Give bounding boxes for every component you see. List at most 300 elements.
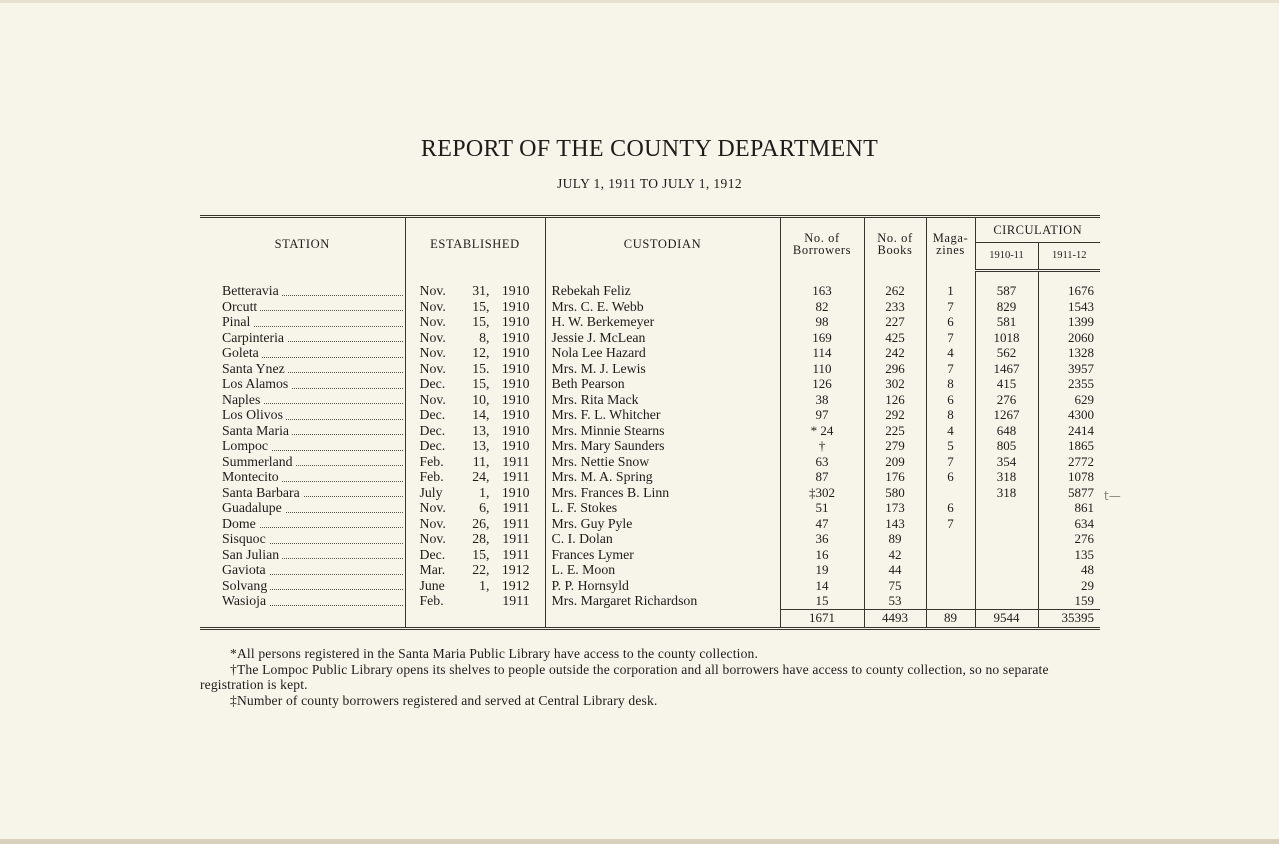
established-month: Nov. [419, 298, 446, 314]
table-row [200, 547, 1100, 563]
established-year: 1912 [501, 562, 530, 577]
pencil-mark: t— [1104, 489, 1121, 503]
established-year: 1911 [502, 546, 530, 562]
magazines-cell: 7 [926, 454, 975, 470]
established-year: 1910 [501, 438, 530, 453]
page-edge-bottom [0, 839, 1279, 844]
established-cell [405, 593, 545, 609]
established-month: Nov. [419, 391, 446, 407]
circulation-1911-12-cell: 1676 [1038, 283, 1100, 299]
established-month: Nov. [419, 500, 446, 515]
borrowers-cell: * 24 [780, 423, 864, 439]
established-year: 1911 [502, 515, 530, 531]
established-year: 1911 [502, 500, 530, 515]
established-month: Nov. [419, 314, 446, 329]
circulation-1910-11-cell: 318 [975, 485, 1038, 501]
magazines-cell [926, 547, 975, 563]
established-year: 1910 [501, 360, 530, 376]
books-cell: 262 [864, 283, 926, 299]
custodian-cell: C. I. Dolan [545, 531, 780, 547]
established-cell [405, 469, 545, 485]
circulation-1910-11-cell: 1018 [975, 330, 1038, 346]
station-name: Los Alamos [222, 376, 291, 391]
table-row [200, 485, 1100, 501]
header-established: ESTABLISHED [405, 217, 545, 271]
circulation-1911-12-cell: 1399 [1038, 314, 1100, 330]
station-cell [200, 423, 405, 439]
circulation-1910-11-cell: 415 [975, 376, 1038, 392]
station-name: Santa Barbara [222, 485, 303, 500]
circulation-1911-12-cell: 3957 [1038, 361, 1100, 377]
circulation-1910-11-cell: 581 [975, 314, 1038, 330]
circulation-1911-12-cell: 276 [1038, 531, 1100, 547]
borrowers-cell: 126 [780, 376, 864, 392]
established-month: July [419, 484, 443, 500]
circulation-1910-11-cell [975, 562, 1038, 578]
magazines-cell [926, 593, 975, 609]
books-cell: 279 [864, 438, 926, 454]
custodian-cell: Mrs. M. J. Lewis [545, 361, 780, 377]
header-circ-1910-11: 1910-11 [975, 243, 1038, 271]
custodian-cell: L. E. Moon [545, 562, 780, 578]
station-name: Sisquoc [222, 531, 269, 546]
header-circ-1911-12: 1911-12 [1038, 243, 1100, 271]
footnotes [200, 646, 1105, 708]
established-cell [405, 438, 545, 454]
circulation-1911-12-cell: 4300 [1038, 407, 1100, 423]
custodian-cell: Frances Lymer [545, 547, 780, 563]
table-row [200, 376, 1100, 392]
established-cell [405, 314, 545, 330]
station-cell [200, 547, 405, 563]
established-cell [405, 392, 545, 408]
established-month: Feb. [419, 453, 444, 469]
circulation-1911-12-cell: 2414 [1038, 423, 1100, 439]
station-cell [200, 407, 405, 423]
circulation-1910-11-cell [975, 578, 1038, 594]
station-name: Goleta [222, 345, 262, 360]
established-month: Nov. [419, 515, 446, 531]
established-month: Nov. [419, 360, 446, 376]
custodian-cell: Beth Pearson [545, 376, 780, 392]
borrowers-cell: 97 [780, 407, 864, 423]
circulation-1910-11-cell: 648 [975, 423, 1038, 439]
established-cell [405, 562, 545, 578]
station-name: San Julian [222, 547, 282, 562]
custodian-cell: Mrs. Mary Saunders [545, 438, 780, 454]
custodian-cell: P. P. Hornsyld [545, 578, 780, 594]
header-custodian: CUSTODIAN [545, 217, 780, 271]
established-month: Dec. [419, 376, 446, 391]
established-day: 12, [472, 345, 490, 360]
custodian-cell: Mrs. Margaret Richardson [545, 593, 780, 609]
established-day: 1, [479, 484, 490, 500]
circulation-1911-12-cell: 48 [1038, 562, 1100, 578]
established-cell [405, 407, 545, 423]
established-month: Dec. [419, 407, 446, 422]
magazines-cell: 7 [926, 330, 975, 346]
station-name: Santa Ynez [222, 361, 288, 376]
table-row [200, 593, 1100, 609]
established-month: Nov. [419, 345, 446, 360]
magazines-cell [926, 531, 975, 547]
page-subtitle: JULY 1, 1911 TO JULY 1, 1912 [557, 176, 742, 191]
established-day: 15, [472, 546, 490, 562]
table-row [200, 562, 1100, 578]
table-totals [200, 609, 1100, 628]
magazines-cell: 7 [926, 516, 975, 532]
circulation-1911-12-cell: 2060 [1038, 330, 1100, 346]
borrowers-cell: 110 [780, 361, 864, 377]
station-name: Betteravia [222, 283, 282, 298]
table-row [200, 345, 1100, 361]
magazines-cell: 7 [926, 299, 975, 315]
header-magazines: Maga- zines [926, 217, 975, 271]
borrowers-cell: 19 [780, 562, 864, 578]
established-day: 13, [472, 438, 490, 453]
custodian-cell: Mrs. M. A. Spring [545, 469, 780, 485]
books-cell: 209 [864, 454, 926, 470]
borrowers-cell: 98 [780, 314, 864, 330]
total-circ-1911-12: 35395 [1038, 609, 1100, 628]
circulation-1910-11-cell [975, 500, 1038, 516]
circulation-1911-12-cell: 1328 [1038, 345, 1100, 361]
established-day: 10, [472, 391, 490, 407]
established-month: Dec. [419, 546, 446, 562]
circulation-1911-12-cell: 861 [1038, 500, 1100, 516]
established-year: 1910 [501, 484, 530, 500]
established-year: 1910 [501, 329, 530, 345]
magazines-cell [926, 578, 975, 594]
station-name: Montecito [222, 469, 282, 484]
custodian-cell: H. W. Berkemeyer [545, 314, 780, 330]
station-cell [200, 469, 405, 485]
established-day: 6, [479, 500, 490, 515]
magazines-cell [926, 485, 975, 501]
total-magazines: 89 [926, 609, 975, 628]
station-cell [200, 516, 405, 532]
station-name: Wasioja [222, 593, 269, 608]
table-row [200, 578, 1100, 594]
report-table-container [200, 215, 1100, 630]
station-cell [200, 283, 405, 299]
circulation-1910-11-cell: 1467 [975, 361, 1038, 377]
books-cell: 126 [864, 392, 926, 408]
established-month: Nov. [419, 283, 446, 298]
established-month: Nov. [419, 531, 446, 546]
borrowers-cell: 63 [780, 454, 864, 470]
header-circulation: CIRCULATION [975, 217, 1100, 243]
circulation-1910-11-cell [975, 593, 1038, 609]
station-name: Gaviota [222, 562, 269, 577]
established-month: Dec. [419, 422, 446, 438]
established-year: 1910 [501, 376, 530, 391]
table-row [200, 423, 1100, 439]
table-row [200, 454, 1100, 470]
custodian-cell: Mrs. Frances B. Linn [545, 485, 780, 501]
total-circ-1910-11: 9544 [975, 609, 1038, 628]
custodian-cell: Rebekah Feliz [545, 283, 780, 299]
circulation-1910-11-cell [975, 547, 1038, 563]
borrowers-cell: 87 [780, 469, 864, 485]
station-cell [200, 392, 405, 408]
header-borrowers: No. of Borrowers [780, 217, 864, 271]
established-day: 15, [472, 298, 490, 314]
established-cell [405, 283, 545, 299]
circulation-1911-12-cell: 1543 [1038, 299, 1100, 315]
station-cell [200, 299, 405, 315]
established-cell [405, 531, 545, 547]
established-month: Nov. [419, 329, 446, 345]
custodian-cell: Mrs. Nettie Snow [545, 454, 780, 470]
established-day: 13, [472, 422, 490, 438]
circulation-1910-11-cell: 318 [975, 469, 1038, 485]
established-day: 24, [472, 469, 490, 484]
established-month: Feb. [419, 469, 444, 484]
established-day: 11, [472, 453, 490, 469]
borrowers-cell: 36 [780, 531, 864, 547]
established-month: June [419, 577, 445, 593]
books-cell: 425 [864, 330, 926, 346]
total-borrowers: 1671 [780, 609, 864, 628]
station-name: Summerland [222, 454, 296, 469]
table-row [200, 516, 1100, 532]
books-cell: 143 [864, 516, 926, 532]
magazines-cell: 6 [926, 469, 975, 485]
borrowers-cell: † [780, 438, 864, 454]
station-name: Carpinteria [222, 330, 287, 345]
established-day: 15. [472, 360, 490, 376]
table-row [200, 283, 1100, 299]
books-cell: 53 [864, 593, 926, 609]
books-cell: 42 [864, 547, 926, 563]
established-cell [405, 454, 545, 470]
borrowers-cell: 15 [780, 593, 864, 609]
borrowers-cell: 114 [780, 345, 864, 361]
station-name: Orcutt [222, 299, 260, 314]
station-cell [200, 454, 405, 470]
custodian-cell: Mrs. F. L. Whitcher [545, 407, 780, 423]
magazines-cell: 6 [926, 392, 975, 408]
station-cell [200, 500, 405, 516]
circulation-1911-12-cell: 135 [1038, 547, 1100, 563]
established-year: 1910 [501, 298, 530, 314]
established-year: 1910 [501, 422, 530, 438]
station-cell [200, 562, 405, 578]
station-name: Dome [222, 516, 259, 531]
station-name: Los Olivos [222, 407, 286, 422]
circulation-1910-11-cell [975, 531, 1038, 547]
circulation-1910-11-cell: 805 [975, 438, 1038, 454]
established-day: 8, [479, 329, 490, 345]
established-cell [405, 500, 545, 516]
borrowers-cell: 38 [780, 392, 864, 408]
circulation-1910-11-cell [975, 516, 1038, 532]
magazines-cell: 7 [926, 361, 975, 377]
established-day: 28, [472, 531, 490, 546]
circulation-1911-12-cell: 2772 [1038, 454, 1100, 470]
established-cell [405, 516, 545, 532]
station-cell [200, 438, 405, 454]
total-books: 4493 [864, 609, 926, 628]
table-row [200, 500, 1100, 516]
books-cell: 302 [864, 376, 926, 392]
borrowers-cell: 51 [780, 500, 864, 516]
station-cell [200, 330, 405, 346]
circulation-1911-12-cell: 1865 [1038, 438, 1100, 454]
established-year: 1912 [501, 577, 530, 593]
established-year: 1911 [502, 531, 530, 546]
established-year: 1911 [502, 469, 530, 484]
table-row [200, 314, 1100, 330]
report-table [200, 215, 1100, 630]
circulation-1910-11-cell: 562 [975, 345, 1038, 361]
established-year: 1910 [501, 283, 530, 298]
established-cell [405, 376, 545, 392]
books-cell: 89 [864, 531, 926, 547]
table-header [200, 217, 1100, 271]
books-cell: 227 [864, 314, 926, 330]
established-day: 1, [479, 577, 490, 593]
magazines-cell: 1 [926, 283, 975, 299]
station-name: Santa Maria [222, 423, 292, 438]
table-row [200, 438, 1100, 454]
header-station: STATION [200, 217, 405, 271]
circulation-1911-12-cell: 159 [1038, 593, 1100, 609]
station-cell [200, 361, 405, 377]
established-cell [405, 345, 545, 361]
station-name: Lompoc [222, 438, 271, 453]
established-day: 31, [472, 283, 490, 298]
borrowers-cell: 82 [780, 299, 864, 315]
table-body [200, 271, 1100, 610]
custodian-cell: Nola Lee Hazard [545, 345, 780, 361]
established-year: 1910 [501, 314, 530, 329]
borrowers-cell: 163 [780, 283, 864, 299]
established-year: 1910 [501, 407, 530, 422]
station-cell [200, 485, 405, 501]
page-edge [0, 0, 1279, 3]
custodian-cell: Jessie J. McLean [545, 330, 780, 346]
established-day: 22, [472, 562, 490, 577]
magazines-cell [926, 562, 975, 578]
established-cell [405, 299, 545, 315]
table-row [200, 330, 1100, 346]
books-cell: 292 [864, 407, 926, 423]
station-cell [200, 578, 405, 594]
station-cell [200, 531, 405, 547]
circulation-1911-12-cell: 634 [1038, 516, 1100, 532]
magazines-cell: 5 [926, 438, 975, 454]
established-cell [405, 330, 545, 346]
circulation-1911-12-cell: 629 [1038, 392, 1100, 408]
circulation-1910-11-cell: 587 [975, 283, 1038, 299]
established-day: 14, [472, 407, 490, 422]
circulation-1911-12-cell: 29 [1038, 578, 1100, 594]
borrowers-cell: 47 [780, 516, 864, 532]
station-name: Guadalupe [222, 500, 285, 515]
established-year: 1910 [501, 345, 530, 360]
header-books: No. of Books [864, 217, 926, 271]
station-cell [200, 345, 405, 361]
spacer-row [200, 271, 1100, 284]
established-day: 26, [472, 515, 490, 531]
station-name: Pinal [222, 314, 253, 329]
established-month: Mar. [419, 562, 446, 577]
established-month: Feb. [419, 593, 444, 609]
magazines-cell: 4 [926, 345, 975, 361]
books-cell: 296 [864, 361, 926, 377]
borrowers-cell: ‡302 [780, 485, 864, 501]
circulation-1911-12-cell: 2355 [1038, 376, 1100, 392]
table-row [200, 392, 1100, 408]
table-row [200, 469, 1100, 485]
books-cell: 44 [864, 562, 926, 578]
borrowers-cell: 169 [780, 330, 864, 346]
circulation-1911-12-cell: 5877 [1038, 485, 1100, 501]
established-cell [405, 485, 545, 501]
established-day: 15, [472, 314, 490, 329]
station-cell [200, 314, 405, 330]
books-cell: 173 [864, 500, 926, 516]
circulation-1910-11-cell: 829 [975, 299, 1038, 315]
custodian-cell: Mrs. Minnie Stearns [545, 423, 780, 439]
custodian-cell: L. F. Stokes [545, 500, 780, 516]
books-cell: 242 [864, 345, 926, 361]
station-name: Solvang [222, 578, 270, 593]
established-day: 15, [472, 376, 490, 391]
established-cell [405, 547, 545, 563]
magazines-cell: 6 [926, 314, 975, 330]
table-row [200, 407, 1100, 423]
magazines-cell: 6 [926, 500, 975, 516]
station-cell [200, 593, 405, 609]
custodian-cell: Mrs. C. E. Webb [545, 299, 780, 315]
books-cell: 233 [864, 299, 926, 315]
custodian-cell: Mrs. Guy Pyle [545, 516, 780, 532]
footnote-star: *All persons registered in the Santa Maria Public Library have access to the county collection. [230, 646, 759, 661]
table-row [200, 531, 1100, 547]
custodian-cell: Mrs. Rita Mack [545, 392, 780, 408]
circulation-1910-11-cell: 1267 [975, 407, 1038, 423]
magazines-cell: 8 [926, 407, 975, 423]
established-month: Dec. [419, 438, 446, 453]
books-cell: 225 [864, 423, 926, 439]
footnote-dagger: †The Lompoc Public Library opens its shelves to people outside the corporation and all borrowers have access to county collection, so no separate registration is kept. [200, 661, 1049, 692]
table-row [200, 299, 1100, 315]
footnote-ddagger: ‡Number of county borrowers registered and served at Central Library desk. [230, 692, 658, 708]
books-cell: 176 [864, 469, 926, 485]
established-year: 1911 [502, 593, 530, 609]
established-year: 1911 [502, 453, 530, 469]
circulation-1911-12-cell: 1078 [1038, 469, 1100, 485]
established-cell [405, 361, 545, 377]
page-title: REPORT OF THE COUNTY DEPARTMENT [420, 136, 879, 162]
established-cell [405, 423, 545, 439]
books-cell: 580 [864, 485, 926, 501]
circulation-1910-11-cell: 276 [975, 392, 1038, 408]
borrowers-cell: 14 [780, 578, 864, 594]
magazines-cell: 8 [926, 376, 975, 392]
table-row [200, 361, 1100, 377]
books-cell: 75 [864, 578, 926, 594]
circulation-1910-11-cell: 354 [975, 454, 1038, 470]
established-year: 1910 [501, 391, 530, 407]
magazines-cell: 4 [926, 423, 975, 439]
station-name: Naples [222, 392, 263, 407]
borrowers-cell: 16 [780, 547, 864, 563]
established-cell [405, 578, 545, 594]
